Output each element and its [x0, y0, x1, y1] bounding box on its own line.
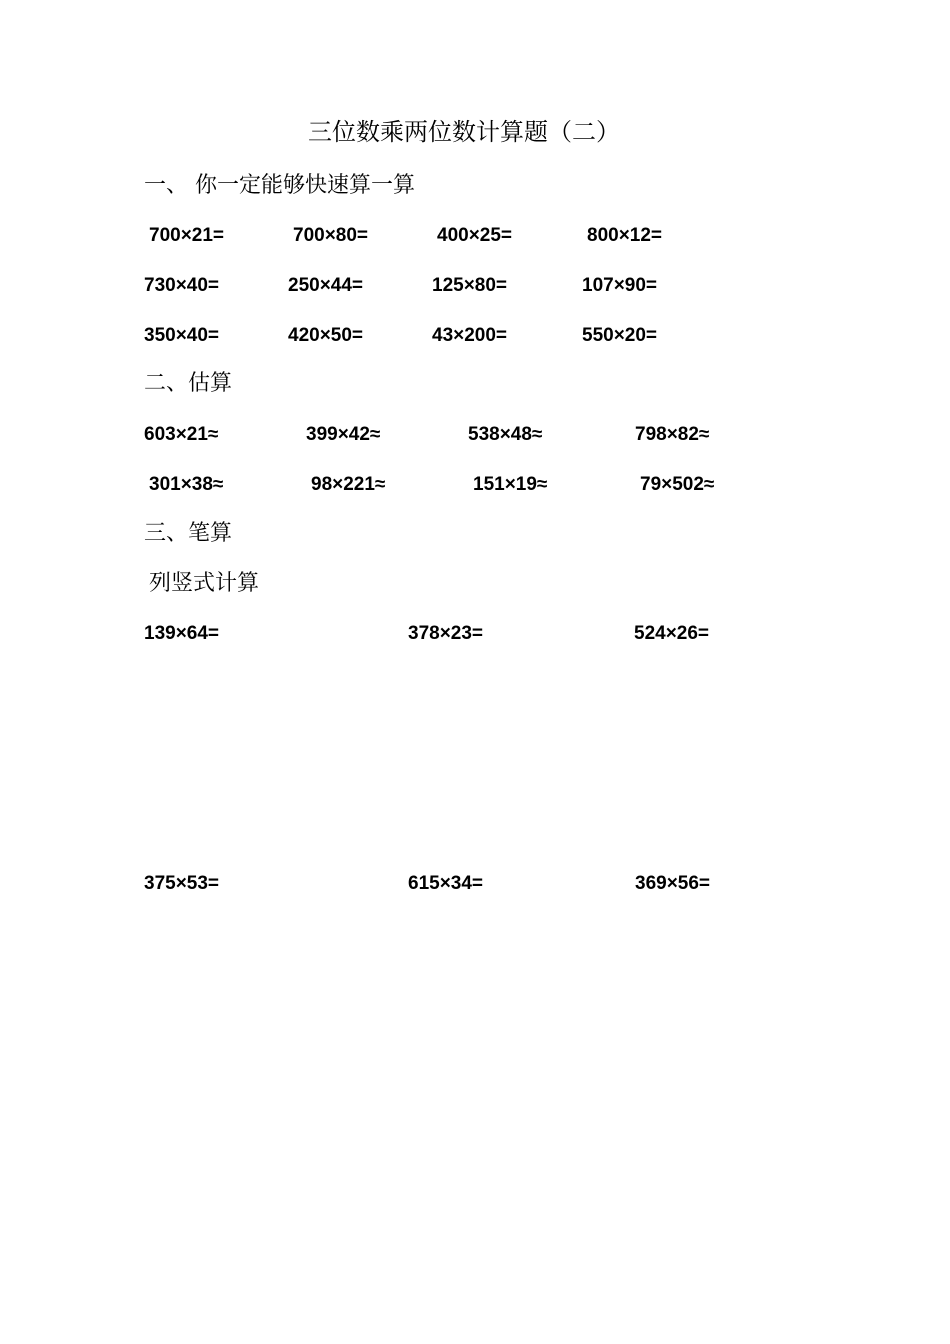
estimate-2-2-1: 301×38≈ — [149, 474, 224, 495]
vertical-3-1-2: 378×23= — [408, 623, 484, 644]
estimate-2-2-3: 151×19≈ — [473, 474, 548, 495]
problem-1-2-1: 730×40= — [144, 275, 220, 296]
problem-1-2-4: 107×90= — [582, 275, 658, 296]
problem-1-1-4: 800×12= — [587, 225, 663, 246]
estimate-2-1-2: 399×42≈ — [306, 424, 381, 445]
vertical-3-2-3: 369×56= — [635, 873, 711, 894]
section-3-subheading: 列竖式计算 — [149, 571, 260, 596]
problem-1-3-2: 420×50= — [288, 325, 364, 346]
estimate-2-2-4: 79×502≈ — [640, 474, 715, 495]
section-3-heading: 三、笔算 — [144, 521, 233, 546]
vertical-3-1-3: 524×26= — [634, 623, 710, 644]
vertical-3-2-2: 615×34= — [408, 873, 484, 894]
problem-1-1-3: 400×25= — [437, 225, 513, 246]
problem-1-3-3: 43×200= — [432, 325, 508, 346]
problem-1-1-2: 700×80= — [293, 225, 369, 246]
problem-1-3-1: 350×40= — [144, 325, 220, 346]
vertical-3-2-1: 375×53= — [144, 873, 220, 894]
problem-1-2-2: 250×44= — [288, 275, 364, 296]
page-title: 三位数乘两位数计算题（二） — [308, 118, 620, 146]
estimate-2-1-1: 603×21≈ — [144, 424, 219, 445]
problem-1-3-4: 550×20= — [582, 325, 658, 346]
section-2-heading: 二、估算 — [144, 371, 233, 396]
estimate-2-1-3: 538×48≈ — [468, 424, 543, 445]
section-1-heading: 一、 你一定能够快速算一算 — [144, 173, 415, 198]
problem-1-1-1: 700×21= — [149, 225, 225, 246]
estimate-2-1-4: 798×82≈ — [635, 424, 710, 445]
vertical-3-1-1: 139×64= — [144, 623, 220, 644]
problem-1-2-3: 125×80= — [432, 275, 508, 296]
estimate-2-2-2: 98×221≈ — [311, 474, 386, 495]
